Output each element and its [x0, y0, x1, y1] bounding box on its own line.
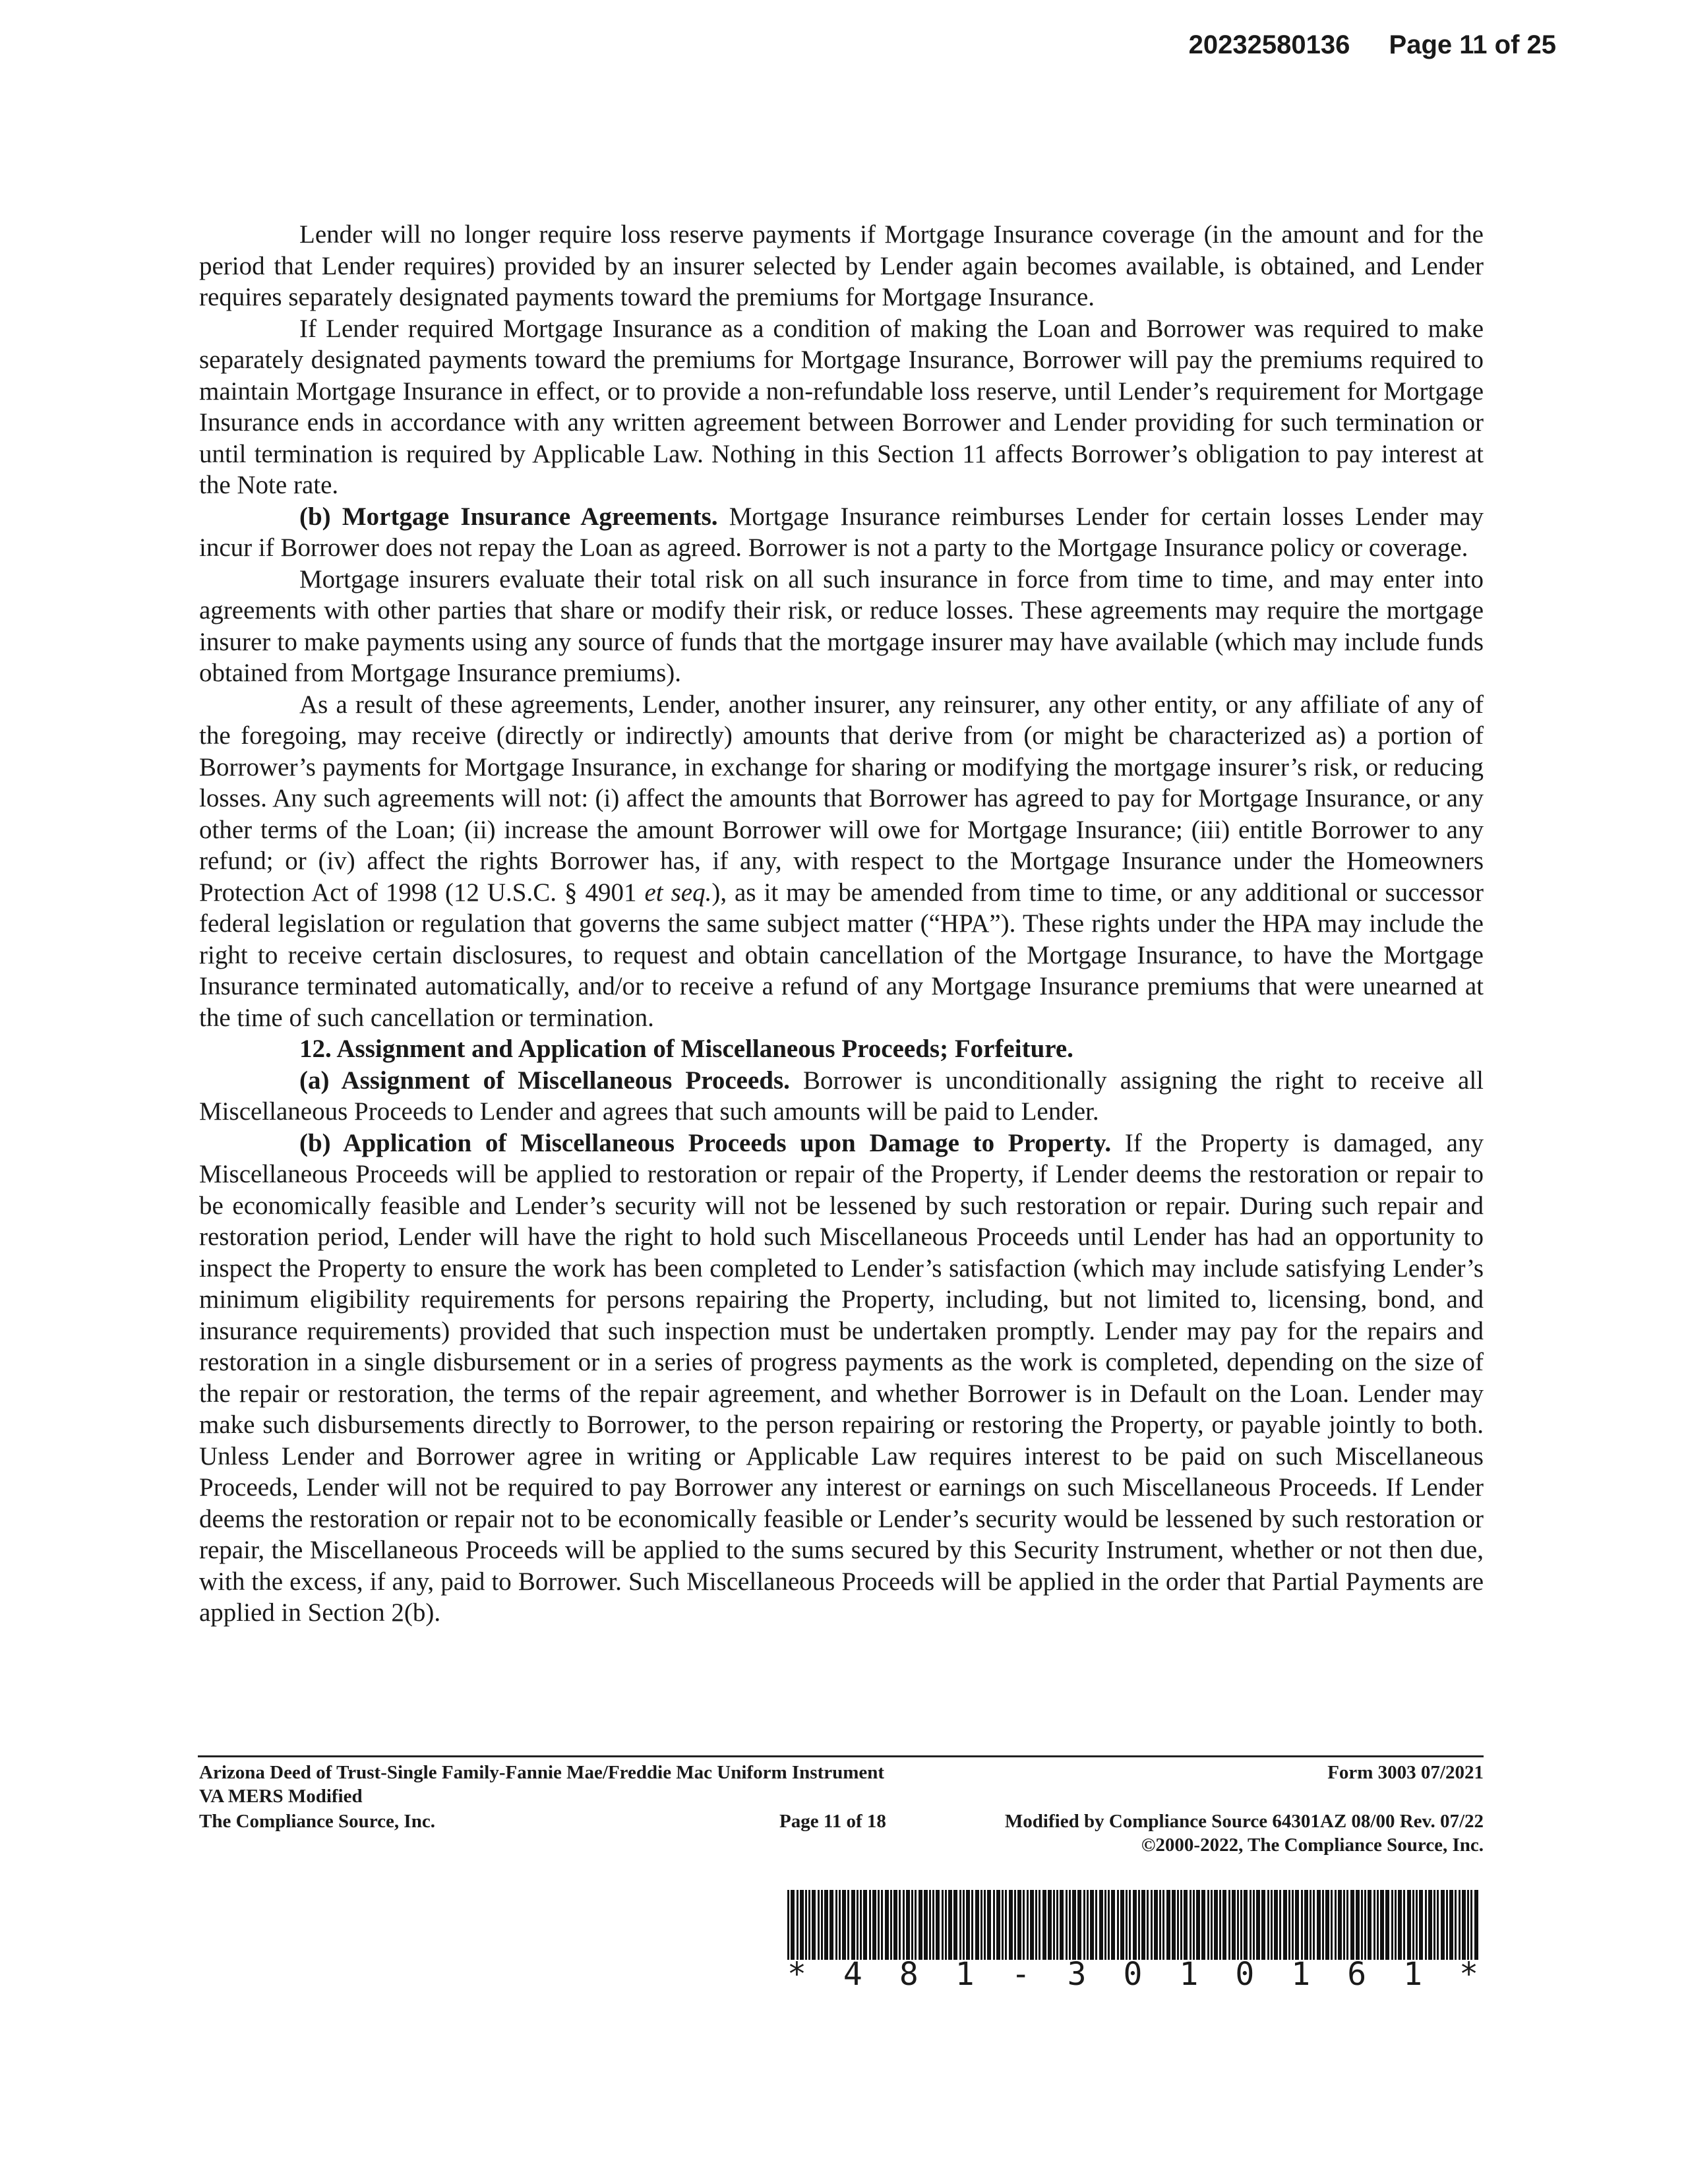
barcode-char: 4 [843, 1956, 862, 1993]
barcode-bar [948, 1890, 952, 1960]
barcode-bar [1325, 1890, 1329, 1960]
barcode-bar [1014, 1890, 1016, 1960]
heading-12b: (b) Application of Miscellaneous Proceeds upon Damage to Property. [299, 1128, 1112, 1157]
barcode-char: 0 [1235, 1956, 1255, 1993]
barcode-bar [818, 1890, 820, 1960]
text-12b: If the Property is damaged, any Miscellaneous Proceeds will be applied to restoration or repair of the Property, if Lender deems the restoration or repair to be economically feasible and Lender’s security will not be lessened by such restoration or repair. During such repair and restoration period, Lender will have the right to hold such Miscellaneous Proceeds until Lender has had an opportunity to inspect the Property to ensure the work has been completed to Lender’s satisfaction (which may include satisfying Lender’s minimum eligibility requirements for persons repairing the Property, including, but not limited to, licensing, bond, and insurance requirements) provided that such inspection must be undertaken promptly. Lender may pay for the repairs and restoration in a single disbursement or in a series of progress payments as the work is completed, depending on the size of the repair or restoration, the terms of the repair agreement, and whether Borrower is in Default on the Loan. Lender may make such disbursements directly to Borrower, to the person repairing or restoring the Property, or payable jointly to both. Unless Lender and Borrower agree in writing or Applicable Law requires interest to be paid on such Miscellaneous Proceeds, Lender will not be required to pay Borrower any interest or earnings on such Miscellaneous Proceeds. If Lender deems the restoration or repair not to be economically feasible or Lender’s security would be lessened by such restoration or repair, the Miscellaneous Proceeds will be applied to the sums secured by this Security Instrument, whether or not then due, with the excess, if any, paid to Borrower. Such Miscellaneous Proceeds will be applied in the order that Partial Payments are applied in Section 2(b). [199, 1128, 1484, 1627]
barcode-bar [800, 1890, 804, 1960]
barcode-bar [959, 1890, 961, 1960]
footer-divider [198, 1755, 1484, 1757]
barcode-bar [1222, 1890, 1226, 1960]
barcode-bar [1193, 1890, 1195, 1960]
barcode-char: - [1011, 1956, 1031, 1993]
text-mortgage-insurance-agreements: Mortgage Insurance reimburses Lender for certain losses Lender may incur if Borrower does not repay the Loan as agreed. Borrower is not a party to the Mortgage Insurance policy or coverage. [199, 502, 1484, 562]
barcode-bar [1385, 1890, 1389, 1960]
recording-header [1189, 30, 1556, 60]
barcode-bar [1398, 1890, 1402, 1960]
barcode-bar [1437, 1890, 1439, 1960]
barcode-bar [1138, 1890, 1140, 1960]
barcode-char: 6 [1347, 1956, 1367, 1993]
paragraph-12a [199, 1065, 1484, 1128]
barcode-bar [821, 1890, 823, 1960]
barcode-bar [860, 1890, 862, 1960]
barcode-bar [863, 1890, 867, 1960]
barcode-bar [1403, 1890, 1405, 1960]
barcode-bar [872, 1890, 876, 1960]
barcode-bar [1228, 1890, 1230, 1960]
barcode-bar [1368, 1890, 1372, 1960]
barcode-bar [1196, 1890, 1200, 1960]
barcode-bar [1159, 1890, 1161, 1960]
barcode-bar [1083, 1890, 1085, 1960]
barcode-bar [1214, 1890, 1218, 1960]
barcode-bar [1056, 1890, 1058, 1960]
barcode-bar [791, 1890, 795, 1960]
barcode-bar [915, 1890, 917, 1960]
barcode-bar [963, 1890, 965, 1960]
barcode-bar [1166, 1890, 1170, 1960]
barcode-bar [1039, 1890, 1040, 1960]
barcode-bar [987, 1890, 991, 1960]
barcode-bar [1201, 1890, 1205, 1960]
barcode-bar [1380, 1890, 1384, 1960]
section-12-heading [199, 1033, 1484, 1065]
barcode-bar [1449, 1890, 1453, 1960]
barcode-bar [942, 1890, 944, 1960]
barcode-bar [1120, 1890, 1124, 1960]
barcode-bar [1433, 1890, 1435, 1960]
barcode-bar [1350, 1890, 1354, 1960]
paragraph-mortgage-insurers: Mortgage insurers evaluate their total risk on all such insurance in force from time to time, and may enter into agreements with other parties that share or modify their risk, or reduce losses. These agreements may require the mortgage insurer to make payments using any source of funds that the mortgage insurer may have available (which may include funds obtained from Mortgage Insurance premiums). [199, 564, 1484, 687]
barcode-bar [911, 1890, 913, 1960]
barcode-bar [885, 1890, 889, 1960]
barcode-bar [1335, 1890, 1337, 1960]
barcode-bar [1474, 1890, 1478, 1960]
barcode-bar [869, 1890, 871, 1960]
barcode-bar [1232, 1890, 1236, 1960]
barcode-bar [1283, 1890, 1287, 1960]
barcode-bar [1077, 1890, 1081, 1960]
barcode-bar [857, 1890, 859, 1960]
barcode-bar [1338, 1890, 1342, 1960]
barcode-bar [1090, 1890, 1094, 1960]
barcode-bar [1425, 1890, 1427, 1960]
barcode-bar [906, 1890, 910, 1960]
barcode-bar [984, 1890, 986, 1960]
barcode-bar [1244, 1890, 1248, 1960]
paragraph-mortgage-insurance-agreements [199, 501, 1484, 564]
barcode-char: 1 [955, 1956, 975, 1993]
barcode-bar [1428, 1890, 1432, 1960]
barcode-char: 1 [1179, 1956, 1199, 1993]
barcode-bar [966, 1890, 970, 1960]
heading-section-12: 12. Assignment and Application of Miscellaneous Proceeds; Forfeiture. [299, 1035, 1073, 1063]
barcode-bar [1177, 1890, 1179, 1960]
barcode-bar [1111, 1890, 1115, 1960]
barcode-bar [929, 1890, 931, 1960]
barcode-char: * [1459, 1956, 1478, 1993]
barcode-bar [1467, 1890, 1469, 1960]
heading-mortgage-insurance-agreements: (b) Mortgage Insurance Agreements. [299, 502, 718, 531]
barcode-bar [1030, 1890, 1034, 1960]
barcode-bar [1129, 1890, 1131, 1960]
barcode-bar [1455, 1890, 1457, 1960]
barcode-bar [847, 1890, 849, 1960]
barcode-bar [1288, 1890, 1290, 1960]
barcode-char: 8 [899, 1956, 919, 1993]
barcode-bar [1343, 1890, 1345, 1960]
barcode-bar [890, 1890, 892, 1960]
barcode-bar [1133, 1890, 1137, 1960]
barcode-bar [975, 1890, 979, 1960]
barcode-bar [1356, 1890, 1360, 1960]
barcode-bar [1035, 1890, 1037, 1960]
barcode-bar [1310, 1890, 1311, 1960]
barcode-bar [1279, 1890, 1281, 1960]
barcode-bar [797, 1890, 799, 1960]
barcode-bar [1002, 1890, 1004, 1960]
barcode-bar [1053, 1890, 1055, 1960]
barcode-bar [996, 1890, 1000, 1960]
barcode-bar [1240, 1890, 1242, 1960]
barcode-bar [1377, 1890, 1379, 1960]
barcode-bar [1261, 1890, 1265, 1960]
barcode-bar [932, 1890, 934, 1960]
barcode-bar [1412, 1890, 1414, 1960]
footer-copyright: ©2000-2022, The Compliance Source, Inc. [1141, 1835, 1484, 1856]
barcode-bar [851, 1890, 855, 1960]
barcode-bar [1005, 1890, 1007, 1960]
barcode-bar [1027, 1890, 1029, 1960]
heading-12a: (a) Assignment of Miscellaneous Proceeds. [299, 1066, 790, 1095]
barcode-char: * [787, 1956, 806, 1993]
footer-page: Page 11 of 18 [779, 1811, 886, 1832]
form-footer [199, 1762, 1484, 1854]
barcode-bar [1219, 1890, 1221, 1960]
barcode-bar [1462, 1890, 1466, 1960]
recording-number: 20232580136 [1188, 30, 1350, 59]
barcode-bar [1407, 1890, 1411, 1960]
paragraph-loss-reserve: Lender will no longer require loss reserve payments if Mortgage Insurance coverage (in the amount and for the period that Lender requires) provided by an insurer selected by Lender again becomes available, is obtained, and Lender requires separately designated payments toward the premiums for Mortgage Insurance. [199, 220, 1484, 311]
barcode-bar [1048, 1890, 1052, 1960]
barcode-bar [1066, 1890, 1068, 1960]
barcode-bar [971, 1890, 973, 1960]
barcode-bar [953, 1890, 957, 1960]
barcode-bar [787, 1890, 789, 1960]
barcode-bar [1190, 1890, 1191, 1960]
barcode-bar [1151, 1890, 1153, 1960]
barcode-bar [1322, 1890, 1324, 1960]
barcode-bar [1256, 1890, 1260, 1960]
barcode-bar [903, 1890, 905, 1960]
barcode-bar [1108, 1890, 1110, 1960]
barcode-bar [1072, 1890, 1076, 1960]
barcode-bar [1099, 1890, 1103, 1960]
text-et-seq: et seq. [644, 878, 712, 907]
barcode-bar [1104, 1890, 1106, 1960]
footer-form-number: Form 3003 07/2021 [1327, 1762, 1484, 1783]
barcode-bar [1042, 1890, 1046, 1960]
barcode-bar [919, 1890, 922, 1960]
footer-modified: VA MERS Modified [199, 1786, 363, 1807]
barcode-bar [1237, 1890, 1239, 1960]
barcode-char: 0 [1123, 1956, 1143, 1993]
paragraph-required-mortgage-insurance: If Lender required Mortgage Insurance as a condition of making the Loan and Borrower was required to make separately designated payments toward the premiums for Mortgage Insurance, Borrower will pay the premiums required to maintain Mortgage Insurance in effect, or to provide a non-refundable loss reserve, until Lender’s requirement for Mortgage Insurance ends in accordance with any written agreement between Borrower and Lender providing for such termination or until termination is required by Applicable Law. Nothing in this Section 11 affects Borrower’s obligation to pay interest at the Note rate. [199, 314, 1484, 499]
barcode-bar [1141, 1890, 1145, 1960]
recording-page-label: Page 11 of 25 [1389, 30, 1556, 59]
barcode-bar [1017, 1890, 1021, 1960]
barcode-bar [1253, 1890, 1255, 1960]
barcode-bar [1267, 1890, 1269, 1960]
barcode-bar [881, 1890, 883, 1960]
barcode-char: 1 [1403, 1956, 1423, 1993]
barcode-bar [1274, 1890, 1278, 1960]
barcode-bar [1313, 1890, 1315, 1960]
barcode-bar [1391, 1890, 1393, 1960]
barcode-bar [1416, 1890, 1418, 1960]
barcode-bar [1087, 1890, 1089, 1960]
text-agreements-result-b: ), as it may be amended from time to time, or any additional or successor federal legislation or regulation that governs the same subject matter (“HPA”). These rights under the HPA may include the right to receive certain disclosures, to request and obtain cancellation of the Mortgage Insurance, to have the Mortgage Insurance terminated automatically, and/or to receive a refund of any Mortgage Insurance premiums that were unearned at the time of such cancellation or termination. [199, 878, 1484, 1032]
paragraph-agreements-result [199, 689, 1484, 1034]
barcode-bar [1069, 1890, 1071, 1960]
barcode-bar [1180, 1890, 1182, 1960]
barcode-bar [1172, 1890, 1176, 1960]
barcode-bar [1154, 1890, 1158, 1960]
barcode-bar [899, 1890, 901, 1960]
barcode-bar [1459, 1890, 1461, 1960]
barcode-bar [1364, 1890, 1366, 1960]
barcode-bar [1470, 1890, 1472, 1960]
barcode-bar [924, 1890, 928, 1960]
barcode-bar [1117, 1890, 1119, 1960]
barcode-bar [1361, 1890, 1363, 1960]
barcode-bar [839, 1890, 841, 1960]
barcode-bar [1009, 1890, 1013, 1960]
barcode-bar [1162, 1890, 1164, 1960]
barcode-bar [1295, 1890, 1299, 1960]
barcode-bar [1184, 1890, 1188, 1960]
barcode-bar [805, 1890, 807, 1960]
barcode-bar [1060, 1890, 1064, 1960]
barcode-bar [1147, 1890, 1149, 1960]
paragraph-12b [199, 1128, 1484, 1629]
footer-company: The Compliance Source, Inc. [199, 1811, 435, 1832]
barcode-bar [1292, 1890, 1294, 1960]
barcode-bar [1395, 1890, 1397, 1960]
barcode-bar [1331, 1890, 1333, 1960]
text-agreements-result-a: As a result of these agreements, Lender, another insurer, any reinsurer, any other entity, or any affiliate of any of the foregoing, may receive (directly or indirectly) amounts that derive from (or might be characterized as) a portion of Borrower’s payments for Mortgage Insurance, in exchange for sharing or modifying the mortgage insurer’s risk, or reducing losses. Any such agreements will not: (i) affect the amounts that Borrower has agreed to pay for Mortgage Insurance, or any other terms of the Loan; (ii) increase the amount Borrower will owe for Mortgage Insurance; (iii) entitle Borrower to any refund; or (iv) affect the rights Borrower has, if any, with respect to the Mortgage Insurance under the Homeowners Protection Act of 1998 (12 U.S.C. § 4901 [199, 690, 1484, 907]
barcode-bar [1250, 1890, 1251, 1960]
barcode-bar [1317, 1890, 1321, 1960]
barcode-bar [842, 1890, 846, 1960]
document-body [199, 219, 1484, 1629]
barcode-bar [1211, 1890, 1213, 1960]
barcode-bar [1441, 1890, 1445, 1960]
barcode-bar [1304, 1890, 1308, 1960]
barcode-bar [945, 1890, 947, 1960]
barcode-bar [835, 1890, 837, 1960]
barcode-bar [1301, 1890, 1303, 1960]
barcode-bar [808, 1890, 810, 1960]
barcode-char: 1 [1291, 1956, 1311, 1993]
barcode-bar [1346, 1890, 1348, 1960]
barcode-bar [1271, 1890, 1273, 1960]
barcode-bar [829, 1890, 833, 1960]
barcode-char: 3 [1067, 1956, 1087, 1993]
barcode-bar [893, 1890, 897, 1960]
barcode-text [787, 1956, 1478, 1993]
barcode-bar [1023, 1890, 1025, 1960]
footer-modified-by: Modified by Compliance Source 64301AZ 08/00 Rev. 07/22 [1004, 1811, 1484, 1832]
barcode-bar [980, 1890, 982, 1960]
barcode-bar [1373, 1890, 1375, 1960]
barcode-bar [812, 1890, 816, 1960]
barcode-bar [1446, 1890, 1448, 1960]
barcode-bar [1095, 1890, 1097, 1960]
barcode-bar [936, 1890, 940, 1960]
barcode [787, 1890, 1478, 1960]
barcode-bar [1419, 1890, 1423, 1960]
barcode-bar [1207, 1890, 1209, 1960]
barcode-bar [878, 1890, 880, 1960]
footer-form-title: Arizona Deed of Trust-Single Family-Fannie Mae/Freddie Mac Uniform Instrument [199, 1762, 885, 1783]
barcode-bar [993, 1890, 995, 1960]
barcode-bar [824, 1890, 828, 1960]
barcode-bar [1126, 1890, 1128, 1960]
text-12a: Borrower is unconditionally assigning the right to receive all Miscellaneous Proceeds to Lender and agrees that such amounts will be paid to Lender. [199, 1066, 1484, 1126]
